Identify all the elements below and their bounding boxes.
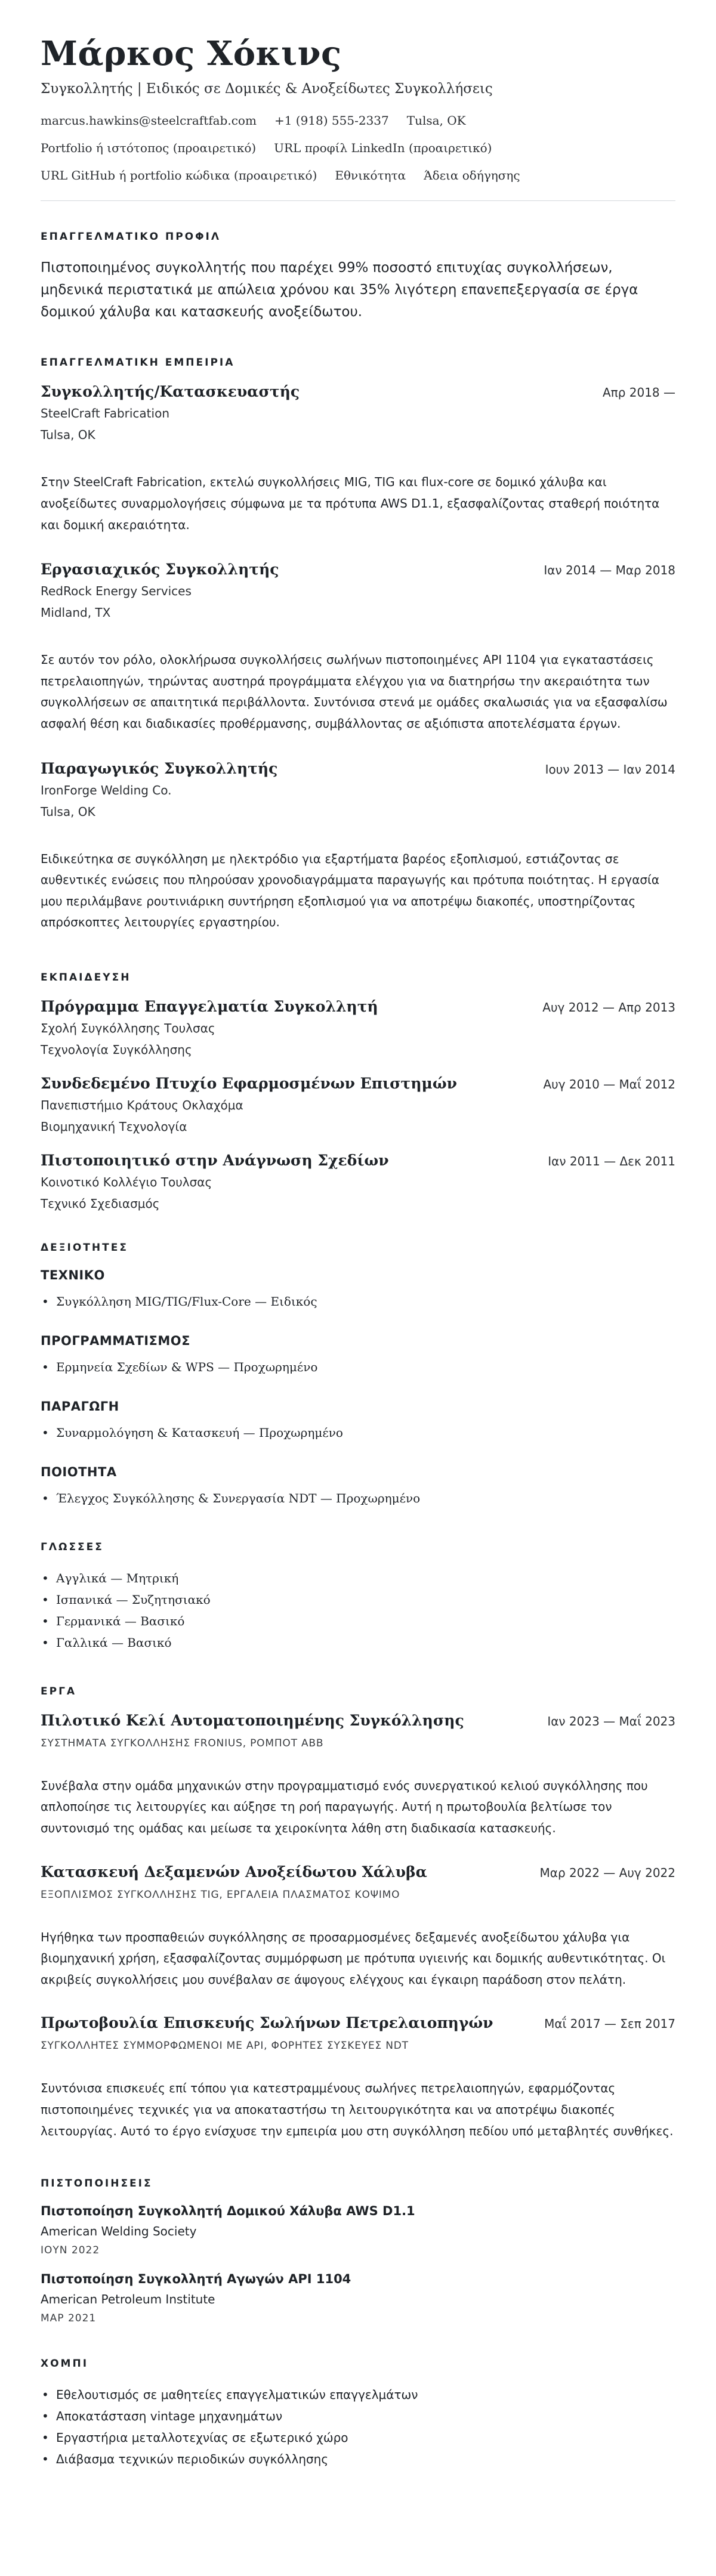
hobby-list <box>41 2384 675 2470</box>
job-dates: Ιουν 2013 — Ιαν 2014 <box>545 762 675 777</box>
contact-linkedin[interactable]: URL προφίλ LinkedIn (προαιρετικό) <box>274 140 492 155</box>
job-description: Στην SteelCraft Fabrication, εκτελώ συγκολλήσεις MIG, TIG και flux-core σε δομικό χάλυβα και ανοξείδωτες συναρμολογήσεις σύμφωνα με τα πρότυπα AWS D1.1, εξασφαλίζοντας σταθερή ποιότητα και δομική ακεραιότητα. <box>41 475 660 532</box>
job-title: Συγκολλητής/Κατασκευαστής <box>41 383 300 401</box>
section-title-projects: ΕΡΓΑ <box>41 1685 77 1697</box>
project-title: Πρωτοβουλία Επισκευής Σωλήνων Πετρελαιοπηγών <box>41 2014 493 2032</box>
certification-item <box>41 2272 675 2324</box>
certification-issuer: American Welding Society <box>41 2224 197 2239</box>
school-name: Κοινοτικό Κολλέγιο Τουλσας <box>41 1174 212 1189</box>
skill-item: • Ερμηνεία Σχεδίων & WPS — Προχωρημένο <box>41 1356 675 1378</box>
experience-item <box>41 383 675 536</box>
project-description: Συντόνισα επισκευές επί τόπου για κατεστραμμένους σωλήνες πετρελαιοπηγών, εφαρμόζοντας πιστοποιημένες τεχνικές για να αποκαταστήσω τη λειτουργικότητα και να αποτρέψω διακοπές λειτουργίας. Αυτό το έργο ενίσχυσε την εμπειρία μου στη συγκόλληση πεδίου υπό μεταβλητές συνθήκες. <box>41 2081 674 2138</box>
resume-header <box>41 36 675 183</box>
job-description: Σε αυτόν τον ρόλο, ολοκλήρωσα συγκολλήσεις σωλήνων πιστοποιημένες API 1104 για εγκαταστάσεις πετρελαιοπηγών, τηρώντας αυστηρά προγράμματα ελέγχου για να διατηρήσω την ακεραιότητα των συγκολλήσεων σε απαιτητικά περιβάλλοντα. Συντόνισα στενά με ομάδες σκαλωσιάς για να εξασφαλίσω ασφαλή θέση και διαδικασίες προθέρμανσης, συμβάλλοντας σε αξιόπιστα αποτελέσματα έργων. <box>41 652 668 731</box>
skill-category: ΠΟΙΟΤΗΤΑ <box>41 1464 117 1479</box>
experience-item <box>41 760 675 933</box>
job-location: Tulsa, OK <box>41 428 95 443</box>
job-location: Midland, TX <box>41 605 111 620</box>
section-title-certifications: ΠΙΣΤΟΠΟΙΗΣΕΙΣ <box>41 2178 153 2190</box>
contact-driving-license: Άδεια οδήγησης <box>424 168 520 183</box>
education-section <box>41 972 675 1211</box>
project-item <box>41 1863 675 1991</box>
language-item: • Ισπανικά — Συζητησιακό <box>41 1589 675 1610</box>
project-dates: Μαρ 2022 — Αυγ 2022 <box>539 1865 675 1880</box>
project-description: Ηγήθηκα των προσπαθειών συγκόλλησης σε προσαρμοσμένες δεξαμενές ανοξείδωτου χάλυβα για βιομηχανική χρήση, εξασφαλίζοντας συμμόρφωση με πρότυπα υγιεινής και δομικής αυθεντικότητας. Οι ακριβείς συγκολλήσεις μου συνέβαλαν σε άψογους ελέγχους και έγκαιρη παράδοση στον πελάτη. <box>41 1929 666 1987</box>
skill-list <box>41 1291 675 1312</box>
education-item <box>41 998 675 1057</box>
skills-section <box>41 1242 675 1509</box>
certification-item <box>41 2204 675 2256</box>
skill-category: ΠΡΟΓΡΑΜΜΑΤΙΣΜΟΣ <box>41 1333 190 1348</box>
degree-title: Πρόγραμμα Επαγγελματία Συγκολλητή <box>41 997 378 1015</box>
education-dates: Αυγ 2010 — Μαΐ 2012 <box>543 1077 675 1091</box>
hobby-item: • Εργαστήρια μεταλλοτεχνίας σε εξωτερικό χώρο <box>41 2427 675 2448</box>
language-item: • Γερμανικά — Βασικό <box>41 1610 675 1632</box>
job-title: Παραγωγικός Συγκολλητής <box>41 759 278 777</box>
job-dates: Απρ 2018 — <box>602 385 675 400</box>
certification-date: ΙΟΥΝ 2022 <box>41 2244 100 2257</box>
projects-section <box>41 1686 675 2142</box>
skill-category: ΤΕΧΝΙΚΟ <box>41 1267 105 1282</box>
contact-email[interactable]: marcus.hawkins@steelcraftfab.com <box>41 113 257 128</box>
project-dates: Μαΐ 2017 — Σεπ 2017 <box>544 2017 675 2031</box>
hobbies-section <box>41 2358 675 2470</box>
job-description: Ειδικεύτηκα σε συγκόλληση με ηλεκτρόδιο για εξαρτήματα βαρέος εξοπλισμού, εστιάζοντας σε αυθεντικές ενώσεις που πληρούσαν χρονοδιαγράμματα παραγωγής και πρότυπα ποιότητας. Η εργασία μου περιλάμβανε ρουτινιάρικη συντήρηση εξοπλισμού για να αποτρέψω διακοπές, υποστηρίζοντας απρόσκοπτες λειτουργίες εργαστηρίου. <box>41 851 660 930</box>
education-dates: Ιαν 2011 — Δεκ 2011 <box>548 1154 675 1168</box>
contact-location: Tulsa, OK <box>406 113 466 128</box>
skill-item: • Έλεγχος Συγκόλλησης & Συνεργασία NDT — Προχωρημένο <box>41 1488 675 1509</box>
school-name: Σχολή Συγκόλλησης Τουλσας <box>41 1020 215 1035</box>
job-location: Tulsa, OK <box>41 804 95 819</box>
language-item: • Αγγλικά — Μητρική <box>41 1567 675 1589</box>
header-divider <box>41 200 675 201</box>
section-title-skills: ΔΕΞΙΟΤΗΤΕΣ <box>41 1241 128 1254</box>
section-title-education: ΕΚΠΑΙΔΕΥΣΗ <box>41 971 131 984</box>
education-item <box>41 1075 675 1134</box>
project-dates: Ιαν 2023 — Μαΐ 2023 <box>547 1714 675 1728</box>
section-title-hobbies: ΧΟΜΠΙ <box>41 2358 89 2370</box>
profile-summary: Πιστοποιημένος συγκολλητής που παρέχει 99% ποσοστό επιτυχίας συγκολλήσεων, μηδενικά περιστατικά με απώλεια χρόνου και 35% λιγότερη επανεπεξεργασία σε έργα δομικού χάλυβα και κατασκευής ανοξείδωτου. <box>41 259 638 320</box>
section-title-experience: ΕΠΑΓΓΕΛΜΑΤΙΚΗ ΕΜΠΕΙΡΙΑ <box>41 357 235 369</box>
contact-row-links <box>41 141 675 155</box>
education-item <box>41 1152 675 1211</box>
contact-row-primary <box>41 113 675 128</box>
study-field: Τεχνικό Σχεδιασμός <box>41 1196 160 1211</box>
experience-item <box>41 561 675 734</box>
job-dates: Ιαν 2014 — Μαρ 2018 <box>544 563 675 578</box>
certification-name: Πιστοποίηση Συγκολλητή Δομικού Χάλυβα AWS D1.1 <box>41 2204 415 2219</box>
language-list <box>41 1567 675 1653</box>
project-item <box>41 2014 675 2142</box>
study-field: Τεχνολογία Συγκόλλησης <box>41 1042 192 1057</box>
project-tech: ΣΥΓΚΟΛΛΗΤΕΣ ΣΥΜΜΟΡΦΩΜΕΝΟΙ ΜΕ API, ΦΟΡΗΤΕΣ ΣΥΣΚΕΥΕΣ NDT <box>41 2040 409 2052</box>
skill-list <box>41 1356 675 1378</box>
contact-nationality: Εθνικότητα <box>335 168 406 183</box>
project-item <box>41 1712 675 1839</box>
degree-title: Πιστοποιητικό στην Ανάγνωση Σχεδίων <box>41 1151 389 1169</box>
hobby-item: • Διάβασμα τεχνικών περιοδικών συγκόλλησης <box>41 2448 675 2470</box>
school-name: Πανεπιστήμιο Κράτους Οκλαχόμα <box>41 1097 243 1112</box>
skill-category: ΠΑΡΑΓΩΓΗ <box>41 1399 119 1414</box>
project-description: Συνέβαλα στην ομάδα μηχανικών στην προγραμματισμό ενός συνεργατικού κελιού συγκόλλησης που απλοποίησε τις λειτουργίες και αύξησε τη ροή παραγωγής. Αυτή η πρωτοβουλία βελτίωσε τον συντονισμό της ομάδας και μείωσε τα χειροκίνητα λάθη στη διαδικασία κατασκευής. <box>41 1778 648 1836</box>
job-company: IronForge Welding Co. <box>41 783 172 797</box>
job-company: SteelCraft Fabrication <box>41 406 169 421</box>
certifications-section <box>41 2178 675 2324</box>
project-tech: ΣΥΣΤΗΜΑΤΑ ΣΥΓΚΟΛΛΗΣΗΣ FRONIUS, ΡΟΜΠΟΤ ABB <box>41 1737 324 1749</box>
study-field: Βιομηχανική Τεχνολογία <box>41 1119 187 1134</box>
contact-phone[interactable]: +1 (918) 555-2337 <box>274 113 389 128</box>
skill-item: • Συναρμολόγηση & Κατασκευή — Προχωρημένο <box>41 1422 675 1443</box>
education-dates: Αυγ 2012 — Απρ 2013 <box>542 1000 675 1015</box>
project-tech: ΕΞΟΠΛΙΣΜΟΣ ΣΥΓΚΟΛΛΗΣΗΣ TIG, ΕΡΓΑΛΕΙΑ ΠΛΑΣΜΑΤΟΣ ΚΟΨΙΜΟ <box>41 1888 400 1901</box>
hobby-item: • Εθελουτισμός σε μαθητείες επαγγελματικών επαγγελμάτων <box>41 2384 675 2405</box>
certification-name: Πιστοποίηση Συγκολλητή Αγωγών API 1104 <box>41 2272 351 2287</box>
skill-list <box>41 1488 675 1509</box>
project-title: Πιλοτικό Κελί Αυτοματοποιημένης Συγκόλλησης <box>41 1711 464 1729</box>
job-company: RedRock Energy Services <box>41 584 192 599</box>
certification-issuer: American Petroleum Institute <box>41 2292 215 2307</box>
project-title: Κατασκευή Δεξαμενών Ανοξείδωτου Χάλυβα <box>41 1863 427 1881</box>
contact-portfolio[interactable]: Portfolio ή ιστότοπος (προαιρετικό) <box>41 140 257 155</box>
experience-section <box>41 357 675 933</box>
skill-item: • Συγκόλληση MIG/TIG/Flux-Core — Ειδικός <box>41 1291 675 1312</box>
job-title: Εργασιαχικός Συγκολλητής <box>41 561 279 579</box>
profile-section <box>41 231 675 324</box>
candidate-headline: Συγκολλητής | Ειδικός σε Δομικές & Ανοξείδωτες Συγκολλήσεις <box>41 81 493 97</box>
certification-date: ΜΑΡ 2021 <box>41 2312 97 2325</box>
skill-list <box>41 1422 675 1443</box>
language-item: • Γαλλικά — Βασικό <box>41 1632 675 1653</box>
languages-section <box>41 1541 675 1653</box>
contact-row-extra <box>41 168 675 183</box>
candidate-name: Μάρκος Χόκινς <box>41 34 342 73</box>
hobby-item: • Αποκατάσταση vintage μηχανημάτων <box>41 2405 675 2427</box>
section-title-profile: ΕΠΑΓΓΕΛΜΑΤΙΚΟ ΠΡΟΦΙΛ <box>41 230 221 243</box>
degree-title: Συνδεδεμένο Πτυχίο Εφαρμοσμένων Επιστημών <box>41 1074 457 1092</box>
section-title-languages: ΓΛΩΣΣΕΣ <box>41 1541 104 1553</box>
contact-github[interactable]: URL GitHub ή portfolio κώδικα (προαιρετικό) <box>41 168 317 183</box>
